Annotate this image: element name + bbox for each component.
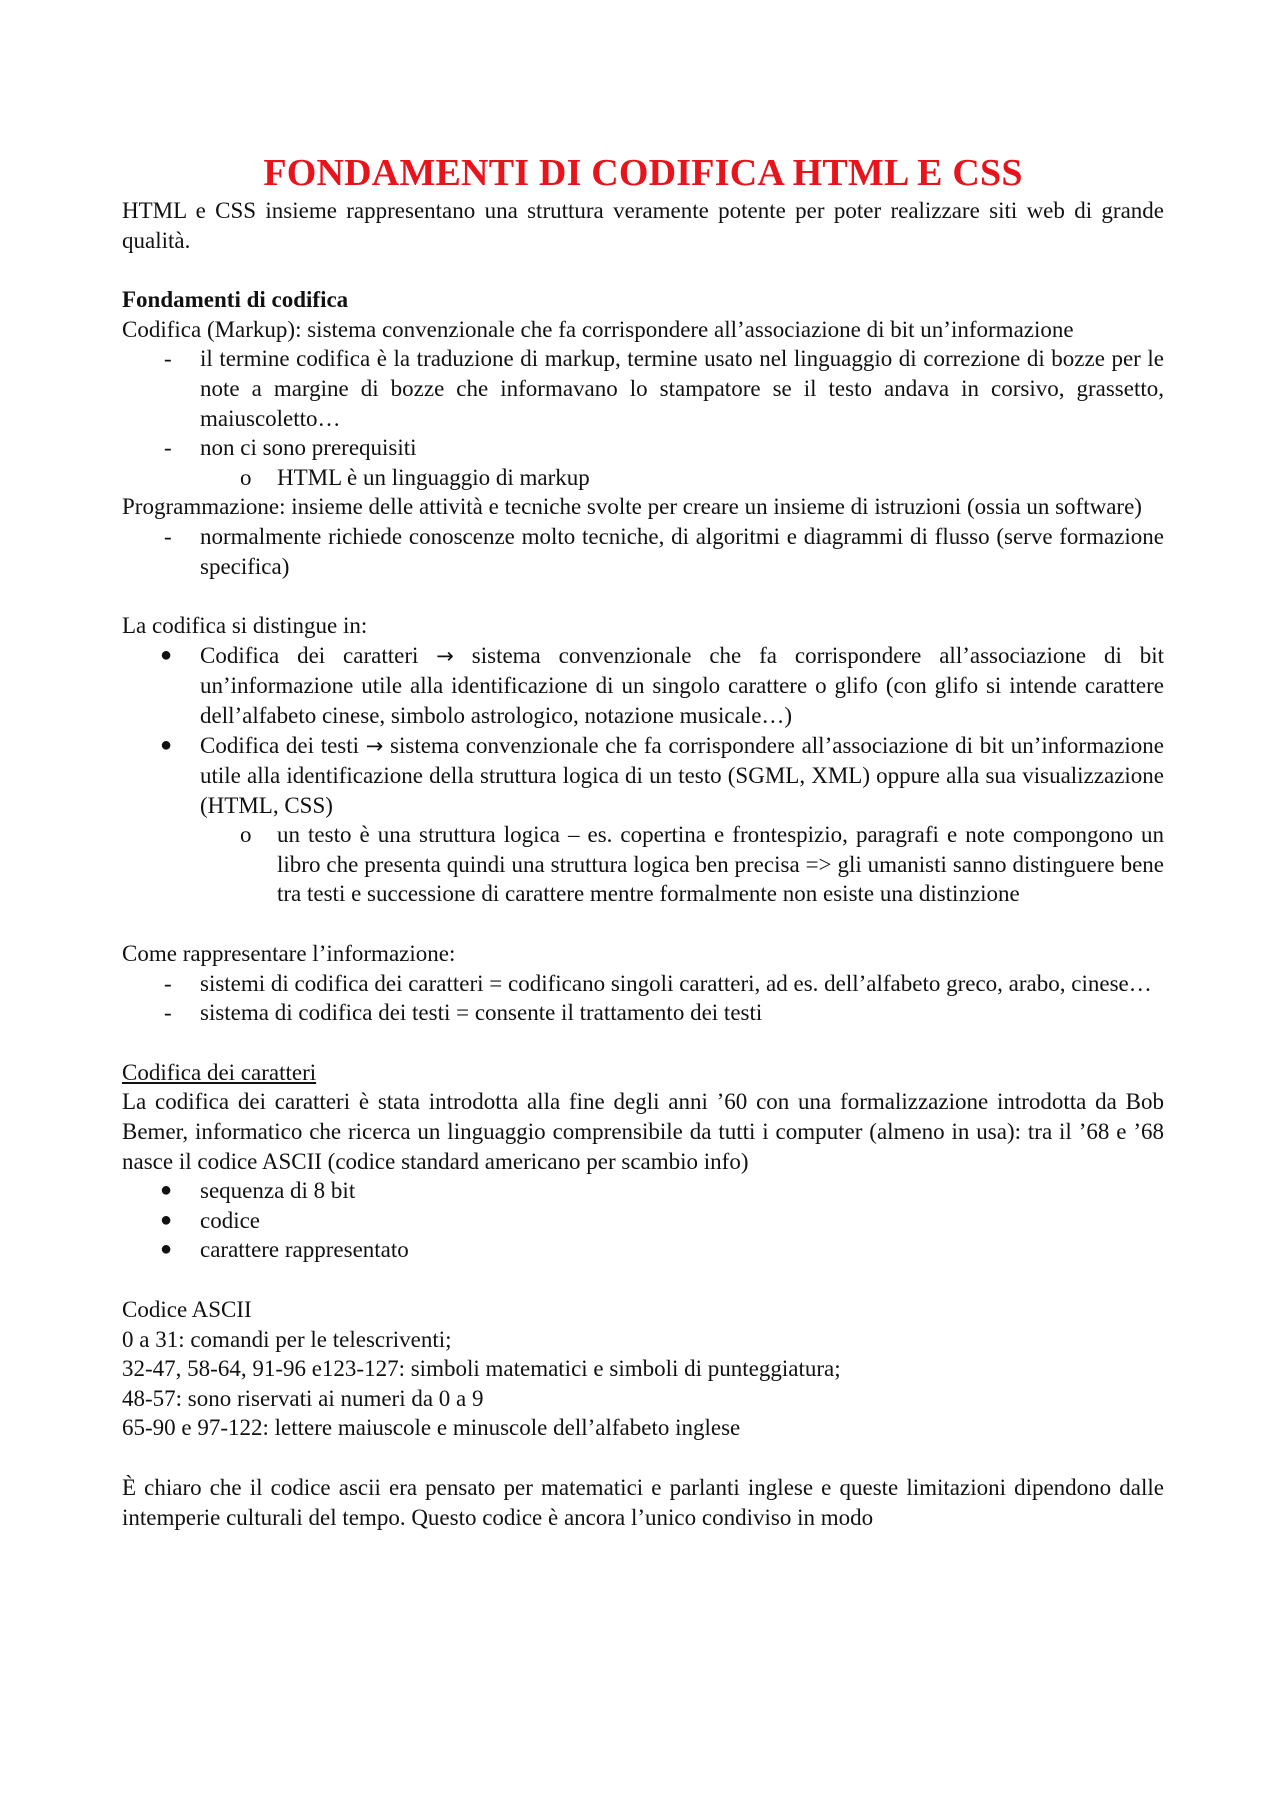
ascii-line: 65-90 e 97-122: lettere maiuscole e minuscole dell’alfabeto inglese (122, 1415, 741, 1441)
ascii-components-list (122, 1176, 1164, 1265)
rappresentare-list (122, 969, 1164, 1028)
list-item: ● sequenza di 8 bit (122, 1176, 1164, 1206)
intro-paragraph: HTML e CSS insieme rappresentano una struttura veramente potente per poter realizzare siti web di grande qualità. (122, 198, 1164, 253)
bullet-marker: ● (160, 1179, 173, 1202)
list-item: o un testo è una struttura logica – es. copertina e frontespizio, paragrafi e note compongono un libro che presenta quindi una struttura logica ben precisa => gli umanisti sanno distinguere bene tra testi e successione di carattere mentre formalmente non esiste una distinzione (240, 822, 1164, 907)
list-item: - sistemi di codifica dei caratteri = codificano singoli caratteri, ad es. dell’alfabeto greco, arabo, cinese… (122, 969, 1164, 999)
dash-marker: - (164, 346, 172, 372)
list-item: - normalmente richiede conoscenze molto tecniche, di algoritmi e diagrammi di flusso (serve formazione specifica) (164, 523, 1164, 579)
closing-paragraph: È chiaro che il codice ascii era pensato per matematici e parlanti inglese e queste limitazioni dipendono dalle intemperie culturali del tempo. Questo codice è ancora l’unico condiviso in modo (122, 1474, 1164, 1530)
document-page (122, 150, 1164, 1532)
arrow-icon: → (365, 733, 384, 758)
list-item: o HTML è un linguaggio di markup (122, 463, 1164, 493)
list-item: ● Codifica dei testi → sistema convenzionale che fa corrispondere all’associazione di bit un’informazione utile alla identificazione della struttura logica di un testo (SGML, XML) oppure alla sua visualizzazione (HTML, CSS) (160, 732, 1164, 818)
document-title: FONDAMENTI DI CODIFICA HTML E CSS (263, 152, 1023, 194)
ascii-line: 32-47, 58-64, 91-96 e123-127: simboli matematici e simboli di punteggiatura; (122, 1356, 841, 1382)
dash-marker: - (164, 1000, 172, 1026)
ascii-line: 0 a 31: comandi per le telescriventi; (122, 1326, 452, 1352)
list-item: ● codice (122, 1206, 1164, 1236)
bullet-marker: ● (160, 1238, 173, 1261)
arrow-icon: → (436, 643, 454, 668)
codifica-list (122, 344, 1164, 462)
section-heading-fondamenti: Fondamenti di codifica (122, 287, 349, 313)
dash-marker: - (164, 435, 172, 461)
list-item: ● carattere rappresentato (122, 1235, 1164, 1265)
bullet-marker: ● (160, 1208, 173, 1231)
section-heading-ascii: Codice ASCII (122, 1297, 252, 1322)
bullet-marker: ● (160, 643, 173, 666)
list-item: - il termine codifica è la traduzione di markup, termine usato nel linguaggio di correzione di bozze per le note a margine di bozze che informavano lo stampatore se il testo andava in corsivo, grassetto, maiuscoletto… (164, 346, 1164, 431)
programmazione-list (122, 522, 1164, 581)
codifica-distinzione-intro: La codifica si distingue in: (122, 613, 368, 639)
codifica-definition: Codifica (Markup): sistema convenzionale che fa corrispondere all’associazione di bit un’informazione (122, 316, 1074, 342)
ascii-line: 48-57: sono riservati ai numeri da 0 a 9 (122, 1385, 484, 1411)
codifica-sublist (122, 463, 1164, 493)
section-heading-caratteri: Codifica dei caratteri (122, 1059, 317, 1085)
bullet-marker: ● (160, 733, 173, 756)
dash-marker: - (164, 970, 172, 996)
rappresentare-intro: Come rappresentare l’informazione: (122, 941, 456, 967)
testi-sublist (122, 820, 1164, 909)
circle-marker: o (240, 822, 252, 848)
list-item: - sistema di codifica dei testi = consente il trattamento dei testi (122, 998, 1164, 1028)
list-item: ● Codifica dei caratteri → sistema convenzionale che fa corrispondere all’associazione di bit un’informazione utile alla identificazione di un singolo carattere o glifo (con glifo si intende carattere dell’alfabeto cinese, simbolo astrologico, notazione musicale…) (160, 642, 1165, 728)
circle-marker: o (240, 464, 252, 490)
list-item: - non ci sono prerequisiti (122, 433, 1164, 463)
programmazione-definition: Programmazione: insieme delle attività e tecniche svolte per creare un insieme di istruzioni (ossia un software) (122, 494, 1142, 520)
caratteri-paragraph: La codifica dei caratteri è stata introdotta alla fine degli anni ’60 con una formalizzazione introdotta da Bob Bemer, informatico che ricerca un linguaggio comprensibile da tutti i computer (almeno in usa): tra il ’68 e ’68 nasce il codice ASCII (codice standard americano per scambio info) (122, 1089, 1164, 1174)
codifica-types-list (122, 641, 1164, 821)
dash-marker: - (164, 523, 172, 549)
